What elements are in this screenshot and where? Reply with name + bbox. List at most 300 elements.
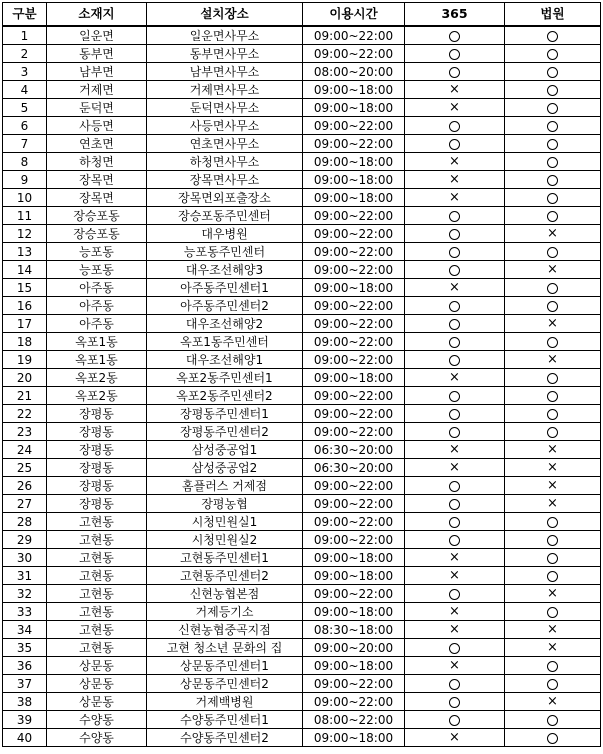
availability-mark: × xyxy=(547,460,558,475)
table-row xyxy=(3,567,601,585)
header-court: 법원 xyxy=(505,3,601,27)
cell-place: 고현동주민센터2 xyxy=(147,567,303,585)
cell-hours: 09:00~22:00 xyxy=(303,495,405,513)
cell-court xyxy=(505,513,601,531)
availability-mark xyxy=(547,175,558,186)
header-hours: 이용시간 xyxy=(303,3,405,27)
cell-location: 장목면 xyxy=(47,189,147,207)
cell-court xyxy=(505,405,601,423)
availability-mark xyxy=(547,679,558,690)
cell-court xyxy=(505,315,601,333)
availability-mark xyxy=(547,607,558,618)
cell-court xyxy=(505,423,601,441)
cell-court xyxy=(505,243,601,261)
cell-365 xyxy=(405,567,505,585)
cell-hours: 09:00~18:00 xyxy=(303,171,405,189)
cell-365 xyxy=(405,495,505,513)
table-row xyxy=(3,513,601,531)
cell-place: 둔덕면사무소 xyxy=(147,99,303,117)
cell-location: 고현동 xyxy=(47,585,147,603)
availability-mark: × xyxy=(449,604,460,619)
cell-no: 12 xyxy=(3,225,47,243)
availability-mark xyxy=(547,409,558,420)
table-row xyxy=(3,369,601,387)
cell-location: 거제면 xyxy=(47,81,147,99)
cell-place: 수양동주민센터1 xyxy=(147,711,303,729)
cell-no: 13 xyxy=(3,243,47,261)
availability-mark xyxy=(547,427,558,438)
cell-no: 14 xyxy=(3,261,47,279)
cell-place: 장평농협 xyxy=(147,495,303,513)
cell-365 xyxy=(405,693,505,711)
cell-location: 상문동 xyxy=(47,657,147,675)
cell-no: 38 xyxy=(3,693,47,711)
cell-court xyxy=(505,99,601,117)
cell-hours: 09:00~22:00 xyxy=(303,405,405,423)
availability-mark xyxy=(449,427,460,438)
cell-place: 능포동주민센터 xyxy=(147,243,303,261)
cell-365 xyxy=(405,387,505,405)
cell-hours: 09:00~22:00 xyxy=(303,297,405,315)
availability-mark: × xyxy=(449,550,460,565)
cell-court xyxy=(505,369,601,387)
cell-no: 1 xyxy=(3,26,47,45)
cell-location: 수양동 xyxy=(47,729,147,747)
table-row xyxy=(3,729,601,747)
table-row xyxy=(3,603,601,621)
cell-location: 고현동 xyxy=(47,621,147,639)
cell-hours: 09:00~22:00 xyxy=(303,117,405,135)
table-row xyxy=(3,495,601,513)
cell-court xyxy=(505,603,601,621)
availability-mark: × xyxy=(547,622,558,637)
cell-hours: 09:00~20:00 xyxy=(303,639,405,657)
cell-court xyxy=(505,585,601,603)
cell-no: 19 xyxy=(3,351,47,369)
cell-365 xyxy=(405,171,505,189)
cell-hours: 09:00~18:00 xyxy=(303,729,405,747)
cell-location: 고현동 xyxy=(47,513,147,531)
table-row xyxy=(3,351,601,369)
cell-no: 10 xyxy=(3,189,47,207)
cell-365 xyxy=(405,279,505,297)
cell-place: 아주동주민센터2 xyxy=(147,297,303,315)
cell-365 xyxy=(405,135,505,153)
cell-place: 삼성중공업2 xyxy=(147,459,303,477)
cell-365 xyxy=(405,81,505,99)
cell-365 xyxy=(405,153,505,171)
cell-place: 연초면사무소 xyxy=(147,135,303,153)
header-365: 365 xyxy=(405,3,505,27)
table-row xyxy=(3,387,601,405)
cell-court xyxy=(505,675,601,693)
cell-court xyxy=(505,207,601,225)
cell-365 xyxy=(405,117,505,135)
cell-location: 하청면 xyxy=(47,153,147,171)
cell-hours: 06:30~20:00 xyxy=(303,441,405,459)
availability-mark: × xyxy=(449,568,460,583)
cell-hours: 09:00~22:00 xyxy=(303,135,405,153)
cell-place: 시청민원실1 xyxy=(147,513,303,531)
cell-365 xyxy=(405,297,505,315)
cell-place: 장승포동주민센터 xyxy=(147,207,303,225)
cell-hours: 09:00~22:00 xyxy=(303,477,405,495)
table-body xyxy=(3,26,601,747)
cell-court xyxy=(505,549,601,567)
cell-hours: 09:00~18:00 xyxy=(303,603,405,621)
cell-hours: 08:00~22:00 xyxy=(303,711,405,729)
cell-hours: 09:00~22:00 xyxy=(303,675,405,693)
cell-365 xyxy=(405,405,505,423)
availability-mark xyxy=(449,499,460,510)
cell-location: 장평동 xyxy=(47,405,147,423)
table-row xyxy=(3,459,601,477)
cell-court xyxy=(505,711,601,729)
cell-place: 시청민원실2 xyxy=(147,531,303,549)
availability-mark xyxy=(547,31,558,42)
cell-365 xyxy=(405,657,505,675)
availability-mark xyxy=(547,571,558,582)
cell-location: 아주동 xyxy=(47,315,147,333)
cell-location: 남부면 xyxy=(47,63,147,81)
cell-365 xyxy=(405,513,505,531)
cell-place: 수양동주민센터2 xyxy=(147,729,303,747)
availability-mark: × xyxy=(547,694,558,709)
cell-location: 옥포2동 xyxy=(47,369,147,387)
cell-365 xyxy=(405,261,505,279)
cell-location: 장평동 xyxy=(47,495,147,513)
table-row xyxy=(3,477,601,495)
cell-hours: 09:00~18:00 xyxy=(303,99,405,117)
cell-location: 장목면 xyxy=(47,171,147,189)
availability-mark xyxy=(547,67,558,78)
cell-hours: 09:00~22:00 xyxy=(303,333,405,351)
table-row xyxy=(3,117,601,135)
cell-365 xyxy=(405,243,505,261)
cell-no: 33 xyxy=(3,603,47,621)
cell-no: 29 xyxy=(3,531,47,549)
cell-no: 18 xyxy=(3,333,47,351)
cell-court xyxy=(505,153,601,171)
cell-hours: 09:00~22:00 xyxy=(303,225,405,243)
cell-hours: 08:00~20:00 xyxy=(303,63,405,81)
cell-place: 신현농협본점 xyxy=(147,585,303,603)
availability-mark xyxy=(449,319,460,330)
availability-mark xyxy=(449,121,460,132)
cell-no: 32 xyxy=(3,585,47,603)
cell-hours: 09:00~22:00 xyxy=(303,243,405,261)
cell-365 xyxy=(405,369,505,387)
cell-court xyxy=(505,531,601,549)
availability-mark xyxy=(449,535,460,546)
availability-mark: × xyxy=(449,442,460,457)
availability-mark xyxy=(547,49,558,60)
availability-mark: × xyxy=(449,658,460,673)
cell-court xyxy=(505,225,601,243)
cell-location: 고현동 xyxy=(47,549,147,567)
availability-mark xyxy=(449,49,460,60)
table-row xyxy=(3,333,601,351)
cell-place: 대우병원 xyxy=(147,225,303,243)
cell-location: 장평동 xyxy=(47,441,147,459)
availability-mark: × xyxy=(449,82,460,97)
availability-mark xyxy=(449,697,460,708)
cell-place: 홈플러스 거제점 xyxy=(147,477,303,495)
cell-court xyxy=(505,567,601,585)
cell-location: 장승포동 xyxy=(47,225,147,243)
availability-mark xyxy=(449,229,460,240)
cell-no: 20 xyxy=(3,369,47,387)
cell-place: 옥포1동주민센터 xyxy=(147,333,303,351)
cell-location: 동부면 xyxy=(47,45,147,63)
cell-place: 하청면사무소 xyxy=(147,153,303,171)
cell-no: 7 xyxy=(3,135,47,153)
cell-hours: 09:00~22:00 xyxy=(303,351,405,369)
availability-mark xyxy=(547,661,558,672)
table-row xyxy=(3,207,601,225)
table-row xyxy=(3,297,601,315)
table-row xyxy=(3,189,601,207)
cell-365 xyxy=(405,585,505,603)
cell-no: 40 xyxy=(3,729,47,747)
cell-365 xyxy=(405,63,505,81)
cell-place: 남부면사무소 xyxy=(147,63,303,81)
table-row xyxy=(3,657,601,675)
table-row xyxy=(3,171,601,189)
cell-365 xyxy=(405,26,505,45)
table-row xyxy=(3,549,601,567)
cell-no: 22 xyxy=(3,405,47,423)
table-row xyxy=(3,315,601,333)
cell-place: 상문동주민센터2 xyxy=(147,675,303,693)
availability-mark xyxy=(547,103,558,114)
cell-no: 23 xyxy=(3,423,47,441)
cell-court xyxy=(505,135,601,153)
cell-court xyxy=(505,45,601,63)
cell-no: 35 xyxy=(3,639,47,657)
availability-mark: × xyxy=(449,622,460,637)
cell-location: 연초면 xyxy=(47,135,147,153)
cell-location: 고현동 xyxy=(47,603,147,621)
availability-mark xyxy=(449,31,460,42)
cell-no: 4 xyxy=(3,81,47,99)
availability-mark xyxy=(449,211,460,222)
availability-mark xyxy=(449,481,460,492)
cell-365 xyxy=(405,459,505,477)
availability-mark xyxy=(449,139,460,150)
cell-place: 신현농협중곡지점 xyxy=(147,621,303,639)
cell-court xyxy=(505,639,601,657)
cell-hours: 09:00~18:00 xyxy=(303,657,405,675)
availability-mark xyxy=(449,517,460,528)
availability-mark xyxy=(449,67,460,78)
cell-location: 능포동 xyxy=(47,261,147,279)
cell-location: 아주동 xyxy=(47,279,147,297)
cell-no: 37 xyxy=(3,675,47,693)
cell-court xyxy=(505,477,601,495)
cell-hours: 09:00~22:00 xyxy=(303,261,405,279)
cell-365 xyxy=(405,189,505,207)
cell-court xyxy=(505,333,601,351)
availability-mark: × xyxy=(449,190,460,205)
cell-place: 대우조선해양3 xyxy=(147,261,303,279)
availability-mark xyxy=(547,553,558,564)
cell-location: 고현동 xyxy=(47,531,147,549)
availability-mark xyxy=(449,391,460,402)
cell-location: 일운면 xyxy=(47,26,147,45)
cell-place: 옥포2동주민센터1 xyxy=(147,369,303,387)
table-row xyxy=(3,225,601,243)
availability-mark: × xyxy=(449,280,460,295)
header-place: 설치장소 xyxy=(147,3,303,27)
cell-place: 상문동주민센터1 xyxy=(147,657,303,675)
header-row xyxy=(3,3,601,27)
availability-mark xyxy=(449,679,460,690)
cell-place: 장평동주민센터1 xyxy=(147,405,303,423)
cell-365 xyxy=(405,477,505,495)
availability-mark: × xyxy=(449,172,460,187)
cell-location: 둔덕면 xyxy=(47,99,147,117)
cell-place: 거제면사무소 xyxy=(147,81,303,99)
cell-place: 삼성중공업1 xyxy=(147,441,303,459)
cell-no: 9 xyxy=(3,171,47,189)
table-container xyxy=(2,2,601,747)
cell-place: 거제등기소 xyxy=(147,603,303,621)
cell-court xyxy=(505,351,601,369)
cell-hours: 08:30~18:00 xyxy=(303,621,405,639)
cell-no: 28 xyxy=(3,513,47,531)
cell-no: 26 xyxy=(3,477,47,495)
cell-365 xyxy=(405,531,505,549)
cell-365 xyxy=(405,603,505,621)
cell-no: 25 xyxy=(3,459,47,477)
cell-hours: 09:00~22:00 xyxy=(303,531,405,549)
availability-mark: × xyxy=(547,226,558,241)
cell-location: 고현동 xyxy=(47,639,147,657)
cell-365 xyxy=(405,621,505,639)
cell-place: 동부면사무소 xyxy=(147,45,303,63)
cell-court xyxy=(505,189,601,207)
cell-365 xyxy=(405,711,505,729)
cell-place: 장목면외포출장소 xyxy=(147,189,303,207)
availability-mark: × xyxy=(449,100,460,115)
cell-place: 거제백병원 xyxy=(147,693,303,711)
cell-place: 대우조선해양2 xyxy=(147,315,303,333)
cell-365 xyxy=(405,441,505,459)
cell-hours: 09:00~22:00 xyxy=(303,207,405,225)
cell-hours: 09:00~18:00 xyxy=(303,153,405,171)
availability-mark xyxy=(449,355,460,366)
cell-place: 옥포2동주민센터2 xyxy=(147,387,303,405)
table-row xyxy=(3,63,601,81)
availability-mark xyxy=(547,193,558,204)
availability-mark xyxy=(547,517,558,528)
availability-mark xyxy=(547,373,558,384)
cell-court xyxy=(505,495,601,513)
cell-court xyxy=(505,459,601,477)
header-no: 구분 xyxy=(3,3,47,27)
cell-hours: 09:00~22:00 xyxy=(303,387,405,405)
availability-mark: × xyxy=(547,478,558,493)
cell-no: 34 xyxy=(3,621,47,639)
cell-hours: 09:00~18:00 xyxy=(303,549,405,567)
cell-365 xyxy=(405,423,505,441)
cell-hours: 09:00~22:00 xyxy=(303,693,405,711)
cell-no: 31 xyxy=(3,567,47,585)
cell-place: 아주동주민센터1 xyxy=(147,279,303,297)
cell-location: 고현동 xyxy=(47,567,147,585)
availability-mark: × xyxy=(547,262,558,277)
cell-hours: 09:00~22:00 xyxy=(303,45,405,63)
cell-place: 일운면사무소 xyxy=(147,26,303,45)
cell-hours: 09:00~22:00 xyxy=(303,423,405,441)
table-row xyxy=(3,26,601,45)
cell-court xyxy=(505,441,601,459)
cell-place: 고현 청소년 문화의 집 xyxy=(147,639,303,657)
table-row xyxy=(3,531,601,549)
cell-location: 옥포1동 xyxy=(47,333,147,351)
cell-location: 사등면 xyxy=(47,117,147,135)
cell-no: 39 xyxy=(3,711,47,729)
cell-365 xyxy=(405,225,505,243)
cell-location: 장평동 xyxy=(47,477,147,495)
availability-mark xyxy=(449,301,460,312)
cell-location: 상문동 xyxy=(47,693,147,711)
cell-no: 17 xyxy=(3,315,47,333)
availability-mark xyxy=(449,265,460,276)
cell-place: 대우조선해양1 xyxy=(147,351,303,369)
availability-mark: × xyxy=(547,586,558,601)
cell-hours: 09:00~18:00 xyxy=(303,279,405,297)
availability-mark: × xyxy=(449,154,460,169)
cell-hours: 09:00~18:00 xyxy=(303,369,405,387)
availability-mark xyxy=(547,211,558,222)
cell-no: 8 xyxy=(3,153,47,171)
cell-hours: 06:30~20:00 xyxy=(303,459,405,477)
cell-hours: 09:00~18:00 xyxy=(303,567,405,585)
table-row xyxy=(3,153,601,171)
cell-place: 고현동주민센터1 xyxy=(147,549,303,567)
cell-location: 아주동 xyxy=(47,297,147,315)
cell-hours: 09:00~22:00 xyxy=(303,513,405,531)
availability-mark xyxy=(449,715,460,726)
table-row xyxy=(3,99,601,117)
cell-no: 15 xyxy=(3,279,47,297)
cell-location: 능포동 xyxy=(47,243,147,261)
cell-hours: 09:00~22:00 xyxy=(303,26,405,45)
table-row xyxy=(3,441,601,459)
availability-mark xyxy=(547,301,558,312)
availability-mark xyxy=(449,643,460,654)
availability-mark xyxy=(449,247,460,258)
availability-mark: × xyxy=(547,352,558,367)
availability-mark xyxy=(547,715,558,726)
cell-court xyxy=(505,171,601,189)
cell-location: 장승포동 xyxy=(47,207,147,225)
cell-court xyxy=(505,26,601,45)
cell-place: 사등면사무소 xyxy=(147,117,303,135)
availability-mark: × xyxy=(547,496,558,511)
cell-court xyxy=(505,279,601,297)
table-row xyxy=(3,621,601,639)
availability-mark xyxy=(547,283,558,294)
availability-mark xyxy=(547,139,558,150)
availability-mark: × xyxy=(547,640,558,655)
table-row xyxy=(3,45,601,63)
cell-no: 16 xyxy=(3,297,47,315)
cell-place: 장평동주민센터2 xyxy=(147,423,303,441)
cell-no: 21 xyxy=(3,387,47,405)
